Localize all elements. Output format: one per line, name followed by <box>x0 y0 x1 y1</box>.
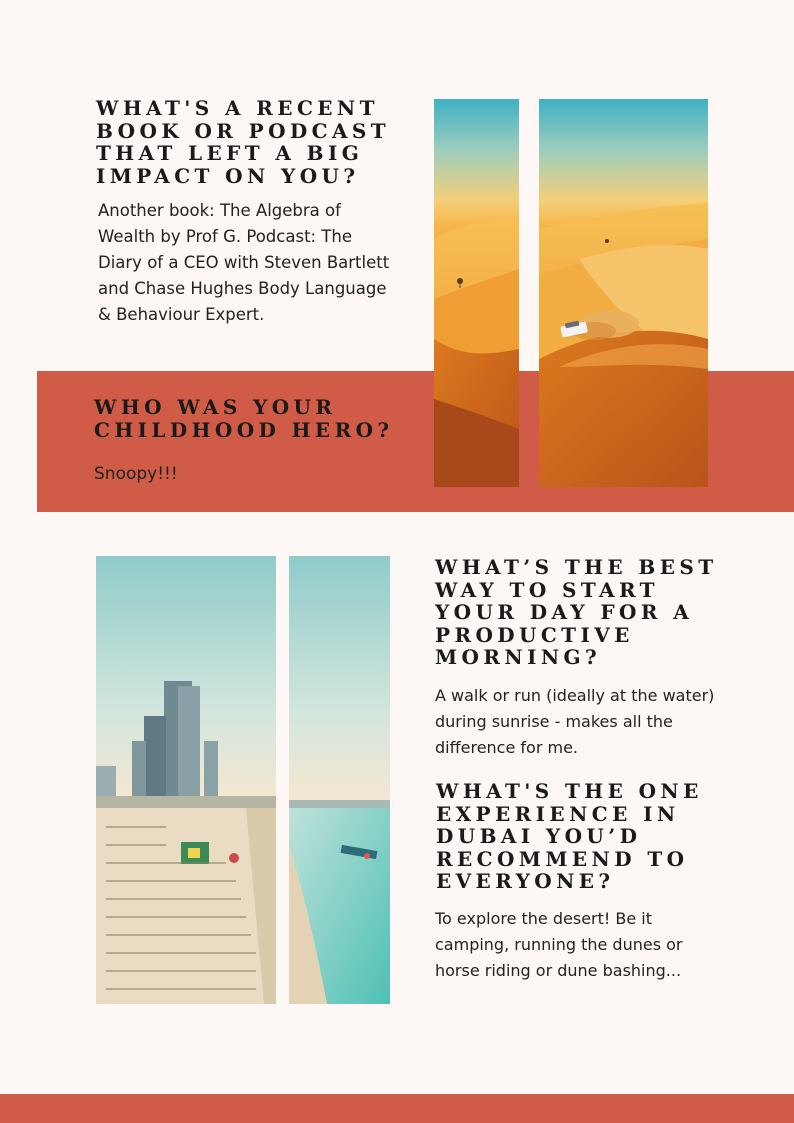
question-dubai-experience: WHAT'S THE ONE EXPERIENCE IN DUBAI YOU’D RECOMMEND TO EVERYONE? <box>436 779 703 893</box>
dubai-beach-photo-right <box>289 556 390 1004</box>
answer-book-podcast: Another book: The Algebra of Wealth by Prof G. Podcast: The Diary of a CEO with Steven Bartlett and Chase Hughes Body Language & Behaviour Expert. <box>98 201 390 324</box>
desert-dunes-photo-left <box>434 99 519 487</box>
answer-dubai-experience: To explore the desert! Be it camping, running the dunes or horse riding or dune bashing... <box>435 909 683 980</box>
question-childhood-hero: WHO WAS YOUR CHILDHOOD HERO? <box>94 395 394 442</box>
dubai-beach-photo-left <box>96 556 276 1004</box>
desert-dunes-photo-right <box>539 99 708 487</box>
question-productive-morning: WHAT’S THE BEST WAY TO START YOUR DAY FOR A PRODUCTIVE MORNING? <box>435 555 718 669</box>
question-book-podcast: WHAT'S A RECENT BOOK OR PODCAST THAT LEFT A BIG IMPACT ON YOU? <box>96 96 391 188</box>
answer-childhood-hero: Snoopy!!! <box>94 464 178 484</box>
footer-band <box>0 1094 794 1123</box>
answer-productive-morning: A walk or run (ideally at the water) during sunrise - makes all the difference for me. <box>435 686 715 757</box>
